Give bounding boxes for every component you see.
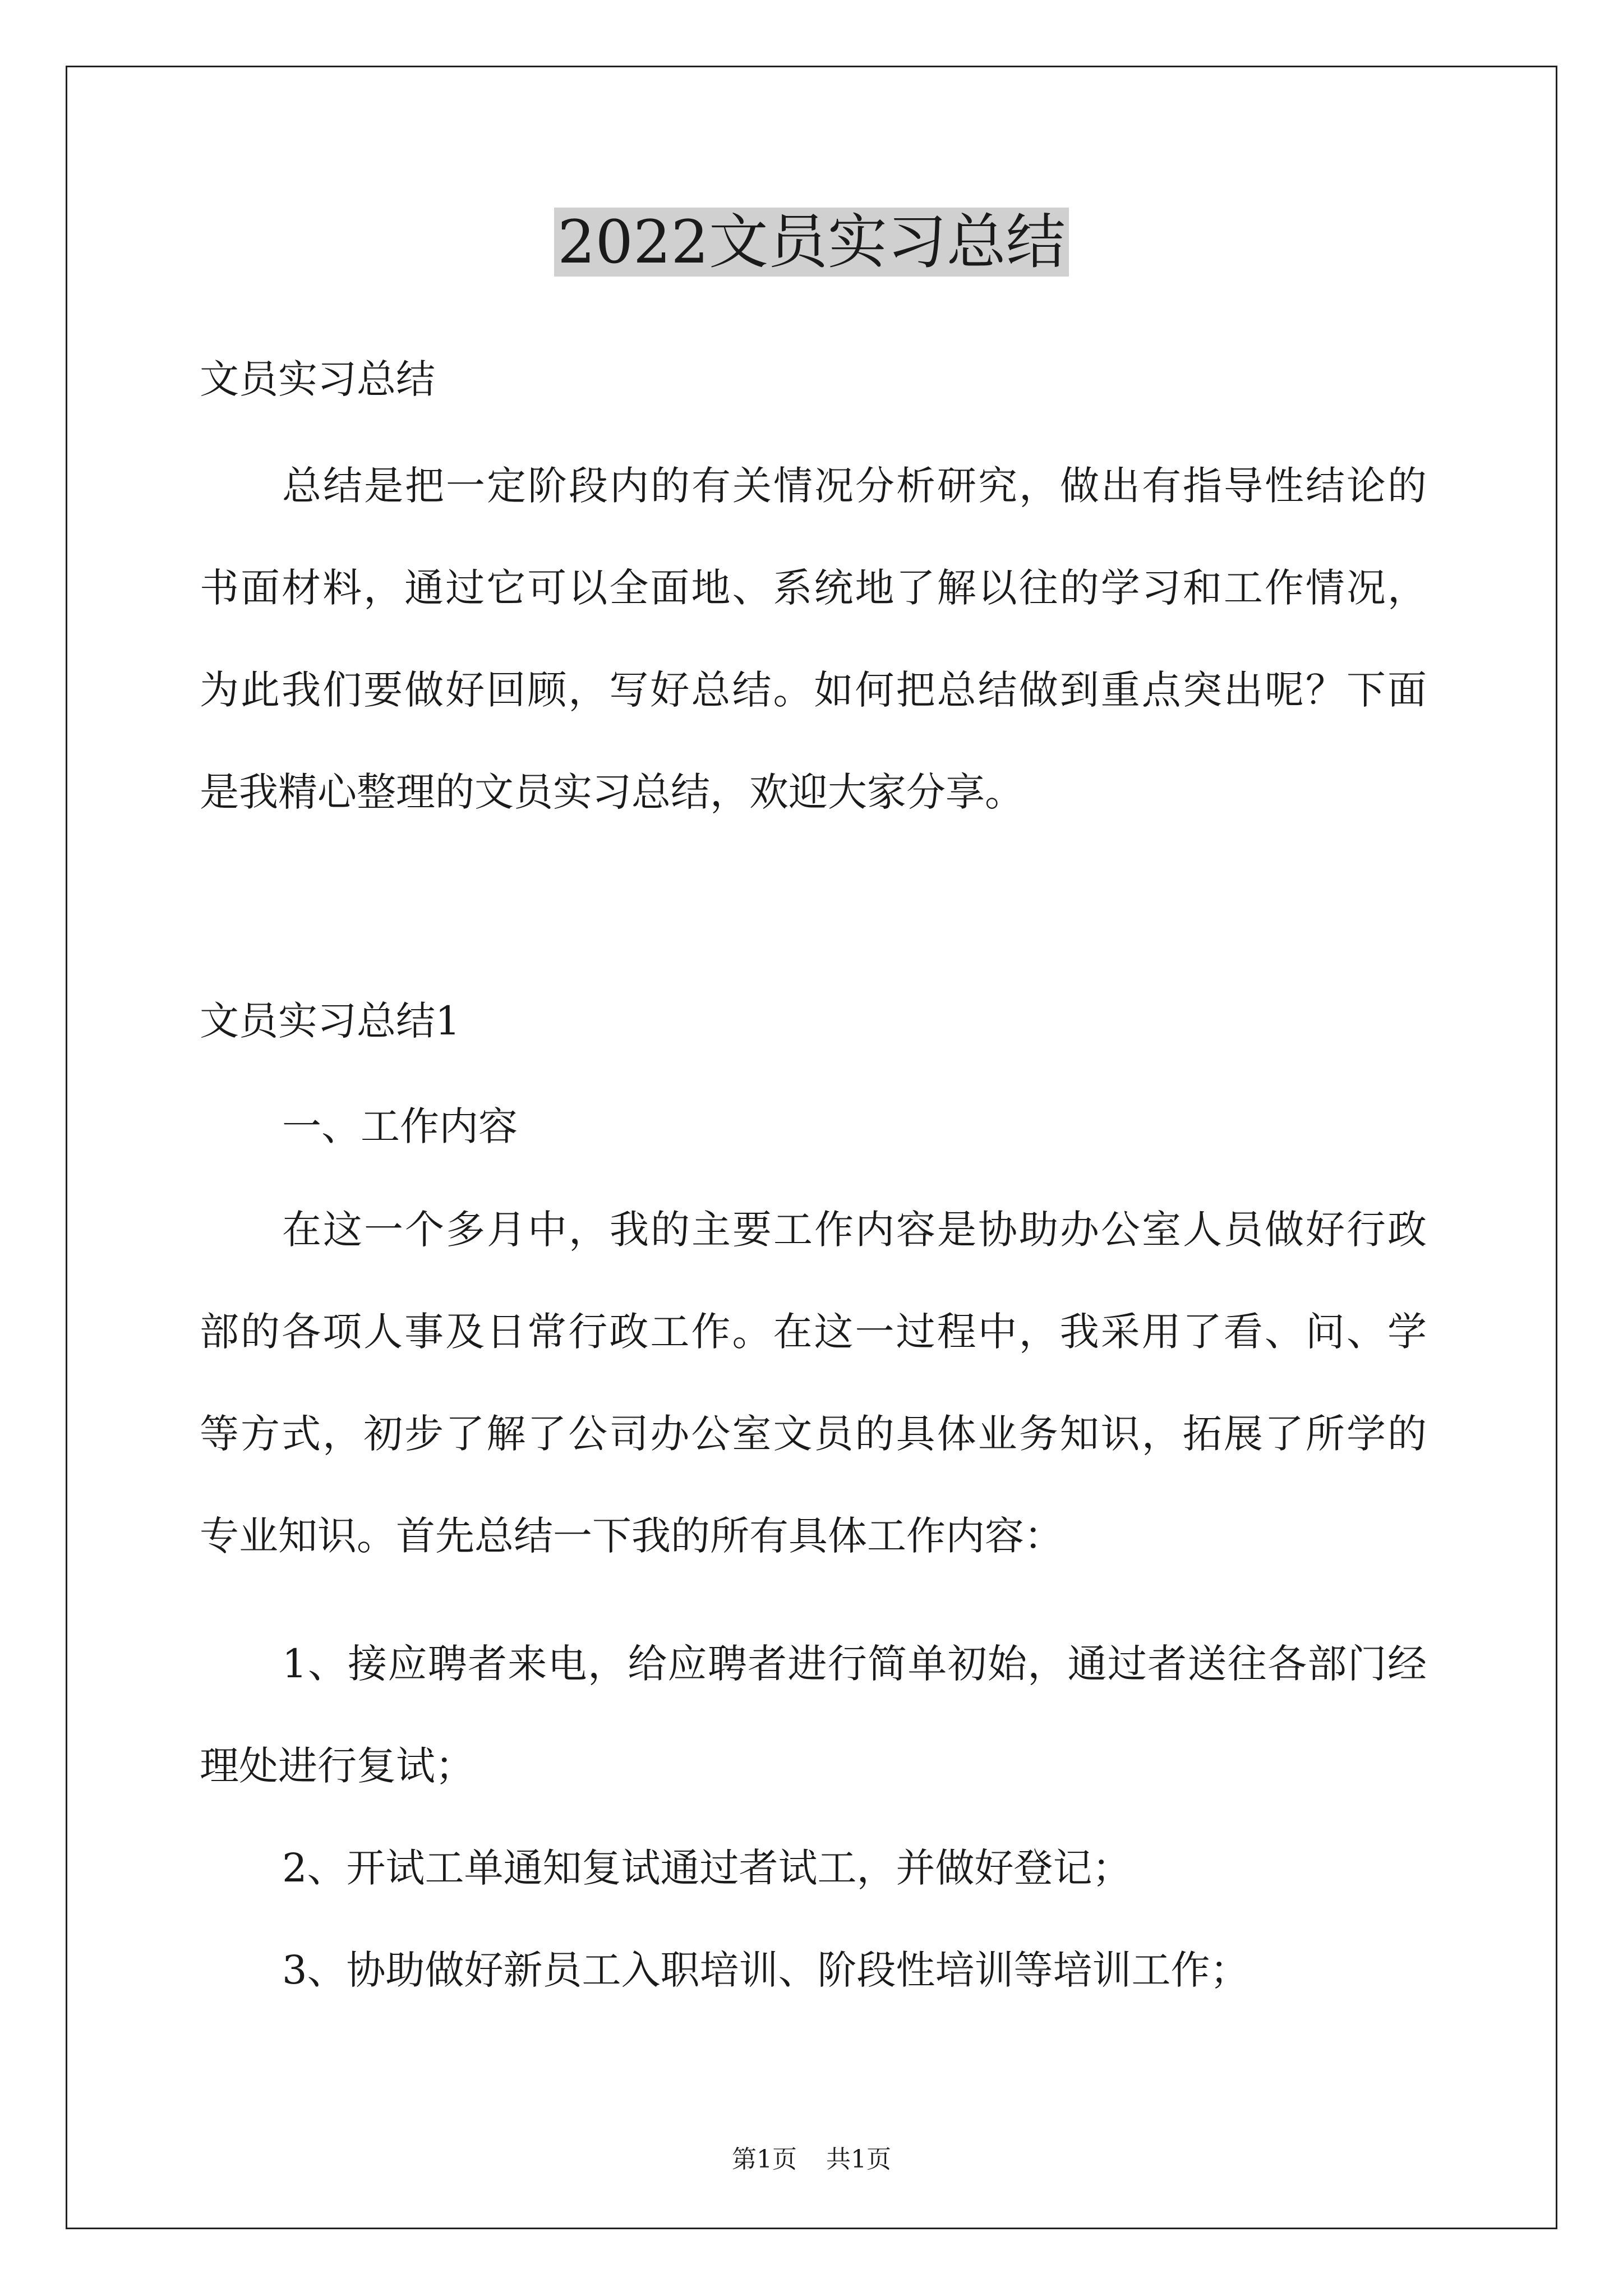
intro-line-4: 是我精心整理的文员实习总结，欢迎大家分享。 xyxy=(200,769,1024,815)
list-item-1-line-2: 理处进行复试； xyxy=(200,1743,474,1789)
section-heading: 文员实习总结1 xyxy=(200,998,460,1044)
body-line-1: 在这一个多月中，我的主要工作内容是协助办公室人员做好行政 xyxy=(282,1207,1427,1253)
body-line-2: 部的各项人事及日常行政工作。在这一过程中，我采用了看、问、学 xyxy=(200,1309,1427,1355)
document-title xyxy=(0,203,1623,282)
page-number-current: 第1页 xyxy=(732,2145,797,2174)
document-title-text: 2022文员实习总结 xyxy=(554,208,1069,277)
intro-line-2: 书面材料，通过它可以全面地、系统地了解以往的学习和工作情况， xyxy=(200,565,1427,611)
body-line-4: 专业知识。首先总结一下我的所有具体工作内容： xyxy=(200,1513,1063,1559)
document-subtitle: 文员实习总结 xyxy=(200,356,435,402)
page-footer xyxy=(0,2143,1623,2177)
list-item-1-line-1: 1、接应聘者来电，给应聘者进行简单初始，通过者送往各部门经 xyxy=(282,1641,1427,1687)
list-item-3: 3、协助做好新员工入职培训、阶段性培训等培训工作； xyxy=(282,1947,1249,1993)
page-number-total: 共1页 xyxy=(826,2145,891,2174)
intro-line-3: 为此我们要做好回顾，写好总结。如何把总结做到重点突出呢？下面 xyxy=(200,667,1427,713)
intro-line-1: 总结是把一定阶段内的有关情况分析研究，做出有指导性结论的 xyxy=(282,463,1427,509)
part-heading: 一、工作内容 xyxy=(282,1103,518,1149)
list-item-2: 2、开试工单通知复试通过者试工，并做好登记； xyxy=(282,1845,1132,1891)
body-line-3: 等方式，初步了解了公司办公室文员的具体业务知识，拓展了所学的 xyxy=(200,1411,1427,1457)
